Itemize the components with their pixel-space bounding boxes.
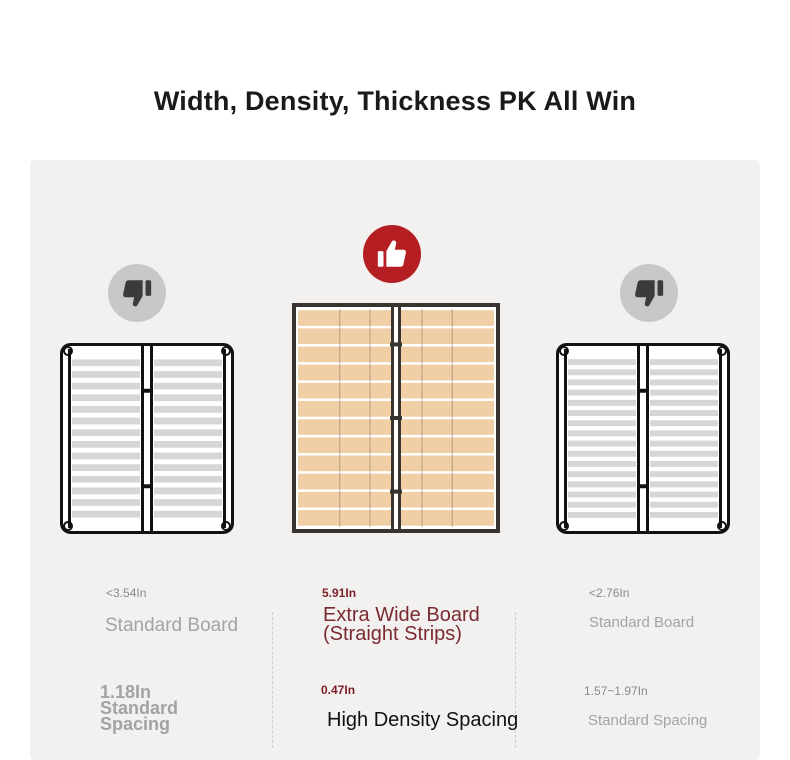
- center-beam: [637, 346, 640, 531]
- slat: [650, 420, 718, 426]
- slat: [154, 418, 222, 425]
- thumbs-down-icon: [632, 276, 666, 310]
- slat: [72, 453, 140, 460]
- slat: [72, 441, 140, 448]
- slat: [72, 383, 140, 390]
- side-rail: [223, 349, 226, 528]
- left-spacing-value: 1.18In: [100, 682, 152, 702]
- slat: [650, 461, 718, 467]
- wood-slat: [400, 347, 494, 363]
- center-thumbs-up-badge: [363, 225, 421, 283]
- slat: [154, 383, 222, 390]
- slat: [154, 511, 222, 518]
- left-thumbs-down-badge: [108, 264, 166, 322]
- wood-slat: [298, 383, 392, 399]
- beam-connector: [141, 484, 153, 488]
- slat: [72, 406, 140, 413]
- slat: [154, 464, 222, 471]
- wood-slat: [400, 365, 494, 381]
- slat: [568, 420, 636, 426]
- wood-slat: [298, 365, 392, 381]
- slat: [154, 371, 222, 378]
- slat: [72, 371, 140, 378]
- wood-slat: [298, 328, 392, 344]
- wood-slat: [298, 310, 392, 326]
- wood-slat: [298, 347, 392, 363]
- slat: [650, 512, 718, 518]
- standard-slat-frame-right: [556, 343, 730, 534]
- slat: [568, 451, 636, 457]
- slat: [154, 394, 222, 401]
- slat: [568, 369, 636, 375]
- thumbs-up-icon: [375, 237, 409, 271]
- right-board-label: Standard Board: [589, 614, 695, 631]
- wood-slat: [298, 474, 392, 490]
- wood-slat: [400, 383, 494, 399]
- slat: [650, 359, 718, 365]
- left-board-label: Standard Board: [105, 615, 239, 636]
- slat: [154, 476, 222, 483]
- side-rail: [68, 349, 71, 528]
- wood-slat: [298, 492, 392, 508]
- wood-slat: [400, 419, 494, 435]
- slat: [568, 400, 636, 406]
- slat: [154, 429, 222, 436]
- slat: [650, 380, 718, 386]
- center-width-value: 5.91In: [322, 586, 357, 600]
- slat: [568, 430, 636, 436]
- center-spacing-value: 0.47In: [321, 683, 356, 697]
- wood-slat: [298, 456, 392, 472]
- slat: [568, 512, 636, 518]
- slat: [650, 430, 718, 436]
- slat: [568, 441, 636, 447]
- right-spacing-label: Standard Spacing: [588, 712, 708, 729]
- beam-connector: [390, 342, 402, 346]
- slat: [72, 476, 140, 483]
- slat: [72, 394, 140, 401]
- standard-slat-frame-left: [60, 343, 234, 534]
- slat: [154, 453, 222, 460]
- beam-connector: [637, 389, 649, 393]
- center-beam: [150, 346, 153, 531]
- slat: [72, 418, 140, 425]
- wood-slat: [298, 401, 392, 417]
- slat: [650, 492, 718, 498]
- slat: [650, 471, 718, 477]
- slat: [650, 400, 718, 406]
- slat: [154, 359, 222, 366]
- slat: [154, 499, 222, 506]
- right-thumbs-down-badge: [620, 264, 678, 322]
- wood-slat: [400, 328, 494, 344]
- slat: [568, 380, 636, 386]
- slat: [568, 492, 636, 498]
- slat: [650, 502, 718, 508]
- wood-slat: [298, 437, 392, 453]
- wood-slat: [298, 419, 392, 435]
- center-beam: [646, 346, 649, 531]
- right-width-value: <2.76In: [589, 586, 630, 600]
- slat: [568, 410, 636, 416]
- slat: [650, 441, 718, 447]
- slat: [72, 464, 140, 471]
- slat: [154, 406, 222, 413]
- left-width-value: <3.54In: [106, 586, 147, 600]
- slat: [568, 359, 636, 365]
- slat: [72, 511, 140, 518]
- beam-connector: [390, 490, 402, 494]
- center-board-label-line2: (Straight Strips): [323, 623, 462, 645]
- beam-connector: [637, 484, 649, 488]
- slat: [72, 499, 140, 506]
- wood-slat: [400, 310, 494, 326]
- beam-connector: [390, 416, 402, 420]
- slat: [568, 471, 636, 477]
- slat: [568, 461, 636, 467]
- slat: [568, 481, 636, 487]
- wood-slat: [400, 474, 494, 490]
- wide-slat-frame-center: [292, 303, 500, 533]
- slat: [72, 429, 140, 436]
- wood-slat: [400, 492, 494, 508]
- wood-slat: [400, 437, 494, 453]
- thumbs-down-icon: [120, 276, 154, 310]
- wood-slat: [298, 510, 392, 526]
- left-spacing-label-line1: Standard: [100, 698, 179, 718]
- center-board-label-line1: Extra Wide Board: [323, 604, 480, 626]
- slat: [154, 441, 222, 448]
- side-rail: [564, 349, 567, 528]
- slat: [568, 502, 636, 508]
- slat: [568, 390, 636, 396]
- right-spacing-value: 1.57~1.97In: [584, 684, 648, 698]
- slat: [650, 390, 718, 396]
- page-title: Width, Density, Thickness PK All Win: [153, 86, 637, 116]
- slat: [650, 451, 718, 457]
- slat: [72, 359, 140, 366]
- slat: [650, 481, 718, 487]
- slat: [154, 488, 222, 495]
- divider-left: [272, 612, 273, 748]
- center-beam: [141, 346, 144, 531]
- slat: [650, 369, 718, 375]
- slat: [72, 488, 140, 495]
- slat: [650, 410, 718, 416]
- side-rail: [719, 349, 722, 528]
- center-spacing-label: High Density Spacing: [327, 709, 519, 731]
- left-spacing-label-line2: Spacing: [100, 714, 171, 734]
- wood-slat: [400, 401, 494, 417]
- wood-slat: [400, 456, 494, 472]
- beam-connector: [141, 389, 153, 393]
- wood-slat: [400, 510, 494, 526]
